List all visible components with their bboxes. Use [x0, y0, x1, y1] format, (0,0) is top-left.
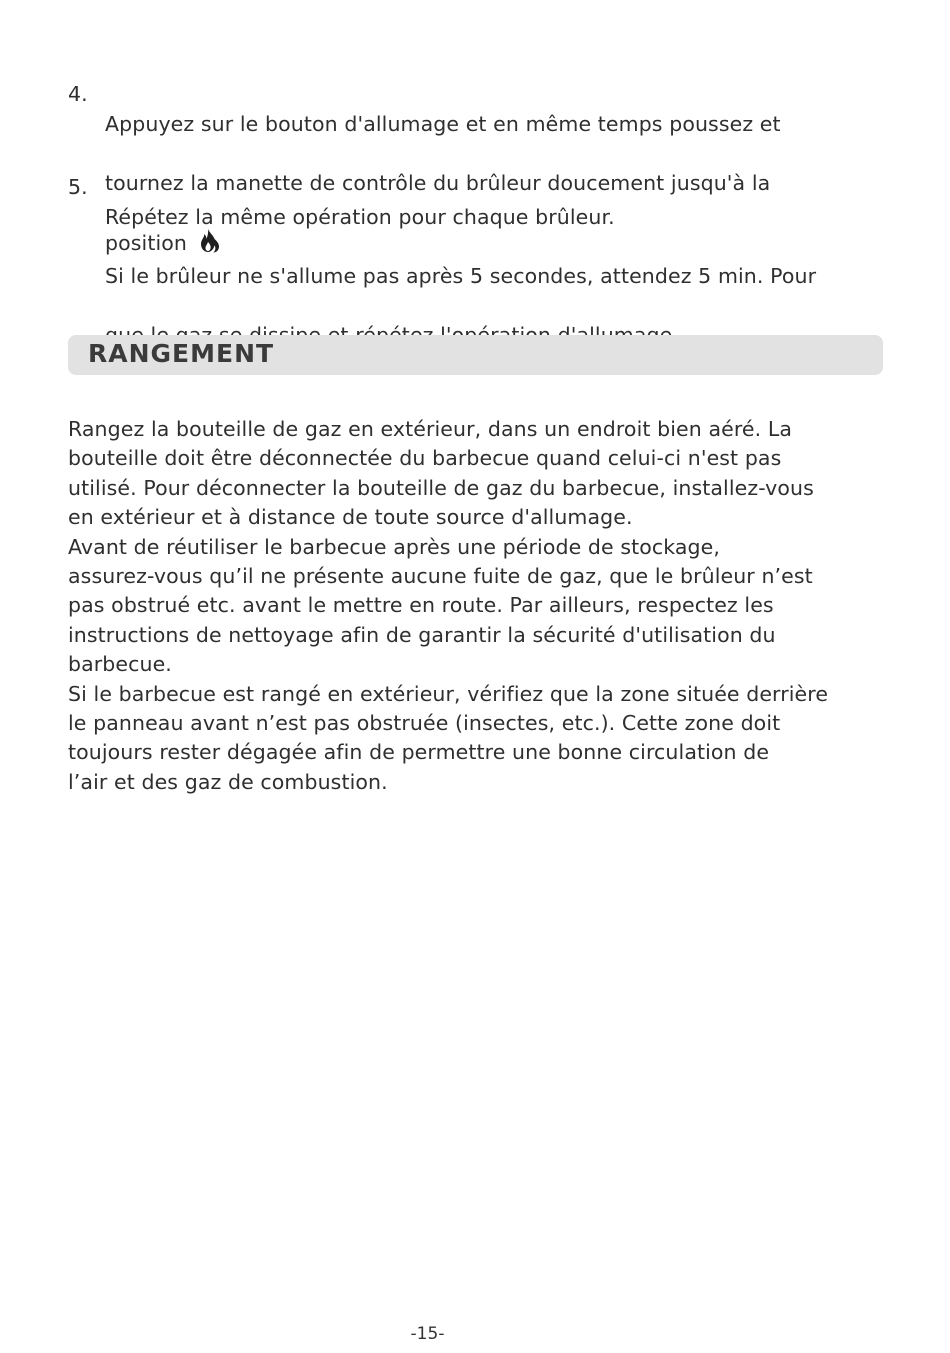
- paragraph-line: utilisé. Pour déconnecter la bouteille de gaz du barbecue, installez-vous: [68, 475, 814, 500]
- step-line: tournez la manette de contrôle du brûleur doucement jusqu'à la: [105, 170, 771, 195]
- step-line-text: position: [105, 230, 187, 255]
- paragraph-line: l’air et des gaz de combustion.: [68, 769, 388, 794]
- body-paragraph: [68, 415, 868, 797]
- paragraph-line: assurez-vous qu’il ne présente aucune fuite de gaz, que le brûleur n’est: [68, 564, 813, 589]
- paragraph-line: le panneau avant n’est pas obstruée (insectes, etc.). Cette zone doit: [68, 711, 781, 736]
- paragraph-line: Rangez la bouteille de gaz en extérieur, dans un endroit bien aéré. La: [68, 417, 793, 441]
- paragraph-line: Si le barbecue est rangé en extérieur, vérifiez que la zone située derrière: [68, 681, 829, 706]
- section-header-bar: [68, 335, 883, 375]
- paragraph-line: en extérieur et à distance de toute source d'allumage.: [68, 505, 633, 530]
- step-number: 5.: [68, 175, 88, 199]
- step-line: Répétez la même opération pour chaque brûleur.: [105, 204, 615, 229]
- step-number: 4.: [68, 82, 88, 106]
- step-line: Appuyez sur le bouton d'allumage et en même temps poussez et: [105, 111, 781, 136]
- paragraph-line: barbecue.: [68, 652, 172, 677]
- section-title: RANGEMENT: [88, 339, 275, 368]
- paragraph-line: pas obstrué etc. avant le mettre en route. Par ailleurs, respectez les: [68, 593, 774, 618]
- paragraph-line: toujours rester dégagée afin de permettre une bonne circulation de: [68, 740, 770, 765]
- page-number: -15-: [410, 1324, 445, 1344]
- paragraph-line: instructions de nettoyage afin de garantir la sécurité d'utilisation du: [68, 622, 776, 647]
- paragraph-line: bouteille doit être déconnectée du barbecue quand celui-ci n'est pas: [68, 446, 782, 471]
- step-line: Si le brûleur ne s'allume pas après 5 secondes, attendez 5 min. Pour: [105, 263, 817, 288]
- paragraph-line: Avant de réutiliser le barbecue après une période de stockage,: [68, 534, 720, 559]
